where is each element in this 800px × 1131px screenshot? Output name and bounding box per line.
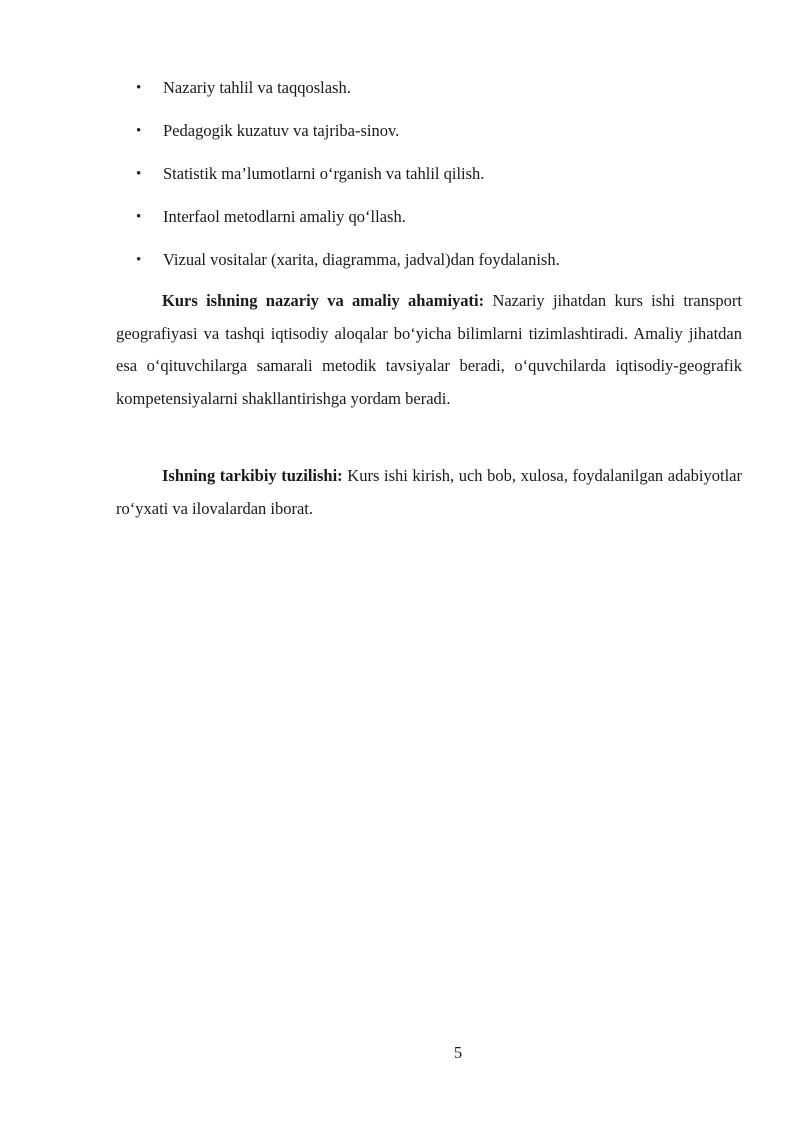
paragraph-lead: Ishning tarkibiy tuzilishi: <box>162 466 343 485</box>
list-item <box>0 201 800 244</box>
paragraph-body: Nazariy jihatdan kurs ishi transport geografiyasi va tashqi iqtisodiy aloqalar bo‘yicha bilimlarni tizimlashtiradi. Amaliy jihatdan esa o‘qituvchilarga samarali metodik tavsiyalar beradi, o‘quvchilarda iqtisodiy-geografik kompetensiyalarni shakllantirishga yordam beradi. <box>116 291 742 408</box>
list-item <box>0 115 800 158</box>
list-item-text: Nazariy tahlil va taqqoslash. <box>163 78 351 97</box>
bullet-marker: • <box>136 123 142 139</box>
list-item-text: Interfaol metodlarni amaliy qo‘llash. <box>163 207 406 226</box>
list-item <box>0 158 800 201</box>
list-item-text: Vizual vositalar (xarita, diagramma, jadval)dan foydalanish. <box>163 250 560 269</box>
bullet-marker: • <box>136 209 142 225</box>
structure-paragraph <box>116 460 742 525</box>
bullet-marker: • <box>136 252 142 268</box>
paragraph-body: Kurs ishi kirish, uch bob, xulosa, foydalanilgan adabiyotlar ro‘yxati va ilovalardan iborat. <box>116 466 742 518</box>
significance-paragraph <box>116 285 742 415</box>
bullet-marker: • <box>136 166 142 182</box>
list-item-text: Pedagogik kuzatuv va tajriba-sinov. <box>163 121 400 140</box>
list-item-text: Statistik ma’lumotlarni o‘rganish va tahlil qilish. <box>163 164 485 183</box>
paragraph-lead: Kurs ishning nazariy va amaliy ahamiyati: <box>162 291 485 310</box>
list-item <box>0 72 800 115</box>
methods-bullet-list <box>0 72 800 287</box>
page-number: 5 <box>453 1043 463 1062</box>
list-item <box>0 244 800 287</box>
bullet-marker: • <box>136 80 142 96</box>
